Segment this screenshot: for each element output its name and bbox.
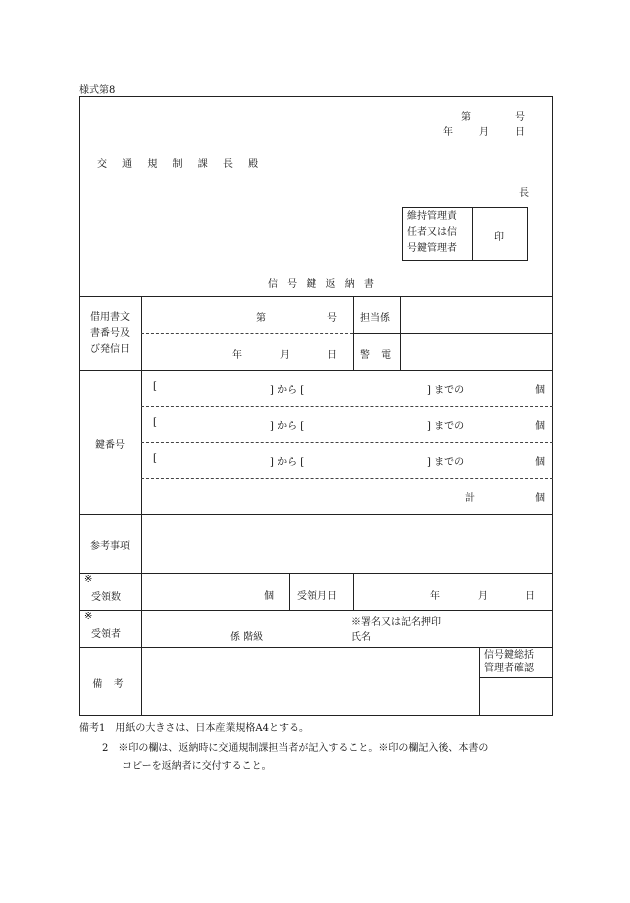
header-tsuki: 月 bbox=[479, 127, 489, 138]
borrow-label-1: 借用書文 bbox=[90, 312, 130, 323]
receiver-sign-note: ※署名又は記名押印 bbox=[351, 617, 441, 628]
stamp-label-2: 任者又は信 bbox=[407, 227, 457, 238]
document-title: 信 号 鍵 返 納 書 bbox=[268, 279, 377, 290]
confirm-label-1: 信号鍵総括 bbox=[484, 650, 534, 661]
form-number: 様式第8 bbox=[79, 85, 116, 96]
receiver-mark: ※ bbox=[84, 611, 93, 622]
borrow-label-2: 書番号及 bbox=[90, 328, 130, 339]
received-count-unit: 個 bbox=[264, 591, 274, 602]
footnote-1: 備考1 用紙の大きさは、日本産業規格A4とする。 bbox=[79, 723, 309, 734]
footnote-2b: コピーを返納者に交付すること。 bbox=[122, 761, 272, 772]
received-mark: ※ bbox=[84, 574, 93, 585]
borrow-nen: 年 bbox=[232, 350, 242, 361]
confirm-label-2: 管理者確認 bbox=[484, 663, 534, 674]
borrow-tsuki: 月 bbox=[280, 350, 290, 361]
borrow-label-3: び発信日 bbox=[90, 344, 130, 355]
header-go: 号 bbox=[515, 112, 525, 123]
keys-label: 鍵番号 bbox=[95, 440, 125, 451]
received-tsuki: 月 bbox=[478, 591, 488, 602]
receiver-name: 氏名 bbox=[351, 632, 371, 643]
stamp-label-3: 号鍵管理者 bbox=[407, 243, 457, 254]
received-hi: 日 bbox=[525, 591, 535, 602]
tanto-label: 担当係 bbox=[360, 313, 390, 324]
received-count-label: 受領数 bbox=[91, 592, 121, 603]
received-nen: 年 bbox=[430, 591, 440, 602]
receiver-label: 受領者 bbox=[91, 629, 121, 640]
header-hi: 日 bbox=[515, 127, 525, 138]
header-nen: 年 bbox=[443, 127, 453, 138]
keys-total-label: 計 bbox=[465, 493, 475, 504]
received-date-label: 受領月日 bbox=[297, 591, 337, 602]
notes-label: 備 考 bbox=[92, 679, 128, 690]
header-cho: 長 bbox=[519, 188, 529, 199]
header-dai: 第 bbox=[461, 112, 471, 123]
keiden-label: 警 電 bbox=[360, 350, 396, 361]
borrow-hi: 日 bbox=[327, 350, 337, 361]
borrow-go: 号 bbox=[327, 313, 337, 324]
remarks-label: 参考事項 bbox=[90, 541, 130, 552]
keys-total-unit: 個 bbox=[535, 493, 545, 504]
borrow-dai: 第 bbox=[256, 313, 266, 324]
footnote-2a: 2 ※印の欄は、返納時に交通規制課担当者が記入すること。※印の欄記入後、本書の bbox=[102, 743, 489, 754]
stamp-in: 印 bbox=[494, 232, 504, 243]
addressee: 交 通 規 制 課 長 殿 bbox=[97, 159, 265, 170]
receiver-rank: 係 階級 bbox=[230, 632, 264, 643]
stamp-label-1: 維持管理責 bbox=[407, 211, 457, 222]
